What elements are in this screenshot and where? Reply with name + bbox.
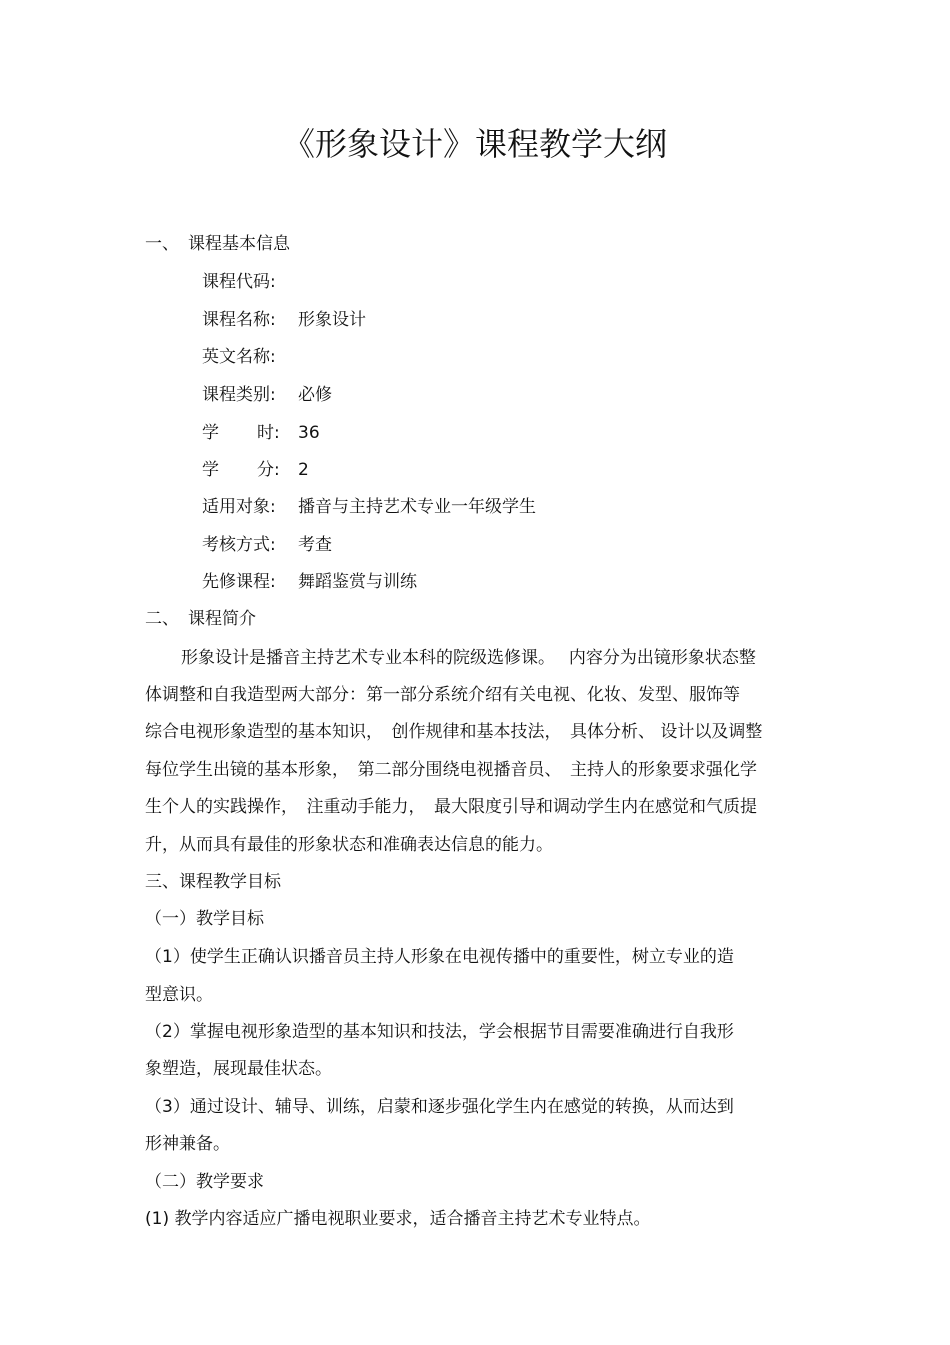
paragraph-line: 升，从而具有最佳的形象状态和准确表达信息的能力。 <box>145 835 553 855</box>
paragraph-line: 每位学生出镜的基本形象， 第二部分围绕电视播音员、 主持人的形象要求强化学 <box>145 760 757 780</box>
goal-line: 象塑造，展现最佳状态。 <box>145 1059 332 1079</box>
subsection-heading: （一）教学目标 <box>145 909 264 929</box>
field-label-part-b: 分: <box>257 460 280 480</box>
section-title: 课程简介 <box>188 609 256 629</box>
field-label: 课程代码: <box>202 272 276 292</box>
paragraph-line: 形象设计是播音主持艺术专业本科的院级选修课。 内容分为出镜形象状态整 <box>181 648 756 668</box>
field-value: 形象设计 <box>298 310 366 330</box>
field-label-part-a: 学 <box>202 423 219 443</box>
goal-line: （2）掌握电视形象造型的基本知识和技法，学会根据节目需要准确进行自我形 <box>145 1022 734 1042</box>
field-value: 36 <box>298 423 320 443</box>
field-value: 舞蹈鉴赏与训练 <box>298 572 417 592</box>
paragraph-line: 生个人的实践操作， 注重动手能力， 最大限度引导和调动学生内在感觉和气质提 <box>145 797 757 817</box>
field-value: 播音与主持艺术专业一年级学生 <box>298 497 536 517</box>
section-3-heading: 三、课程教学目标 <box>145 872 281 892</box>
field-label-part-a: 学 <box>202 460 219 480</box>
document-title: 《形象设计》课程教学大纲 <box>282 125 667 163</box>
field-label: 先修课程: <box>202 572 276 592</box>
field-label: 课程类别: <box>202 385 276 405</box>
paragraph-line: 综合电视形象造型的基本知识， 创作规律和基本技法， 具体分析、 设计以及调整 <box>145 722 763 742</box>
section-number: 二、 <box>145 609 179 629</box>
subsection-heading: （二）教学要求 <box>145 1172 264 1192</box>
requirement-line: (1) 教学内容适应广播电视职业要求，适合播音主持艺术专业特点。 <box>145 1209 651 1229</box>
goal-line: （3）通过设计、辅导、训练，启蒙和逐步强化学生内在感觉的转换，从而达到 <box>145 1097 734 1117</box>
section-number: 一、 <box>145 234 179 254</box>
field-value: 考查 <box>298 535 332 555</box>
field-label: 英文名称: <box>202 347 276 367</box>
section-title: 课程基本信息 <box>188 234 290 254</box>
goal-line: 型意识。 <box>145 985 213 1005</box>
goal-line: 形神兼备。 <box>145 1134 230 1154</box>
paragraph-line: 体调整和自我造型两大部分：第一部分系统介绍有关电视、化妆、发型、服饰等 <box>145 685 740 705</box>
field-value: 必修 <box>298 385 332 405</box>
field-label-part-b: 时: <box>257 423 280 443</box>
field-label: 课程名称: <box>202 310 276 330</box>
field-value: 2 <box>298 460 309 480</box>
field-label: 适用对象: <box>202 497 276 517</box>
goal-line: （1）使学生正确认识播音员主持人形象在电视传播中的重要性，树立专业的造 <box>145 947 734 967</box>
field-label: 考核方式: <box>202 535 276 555</box>
